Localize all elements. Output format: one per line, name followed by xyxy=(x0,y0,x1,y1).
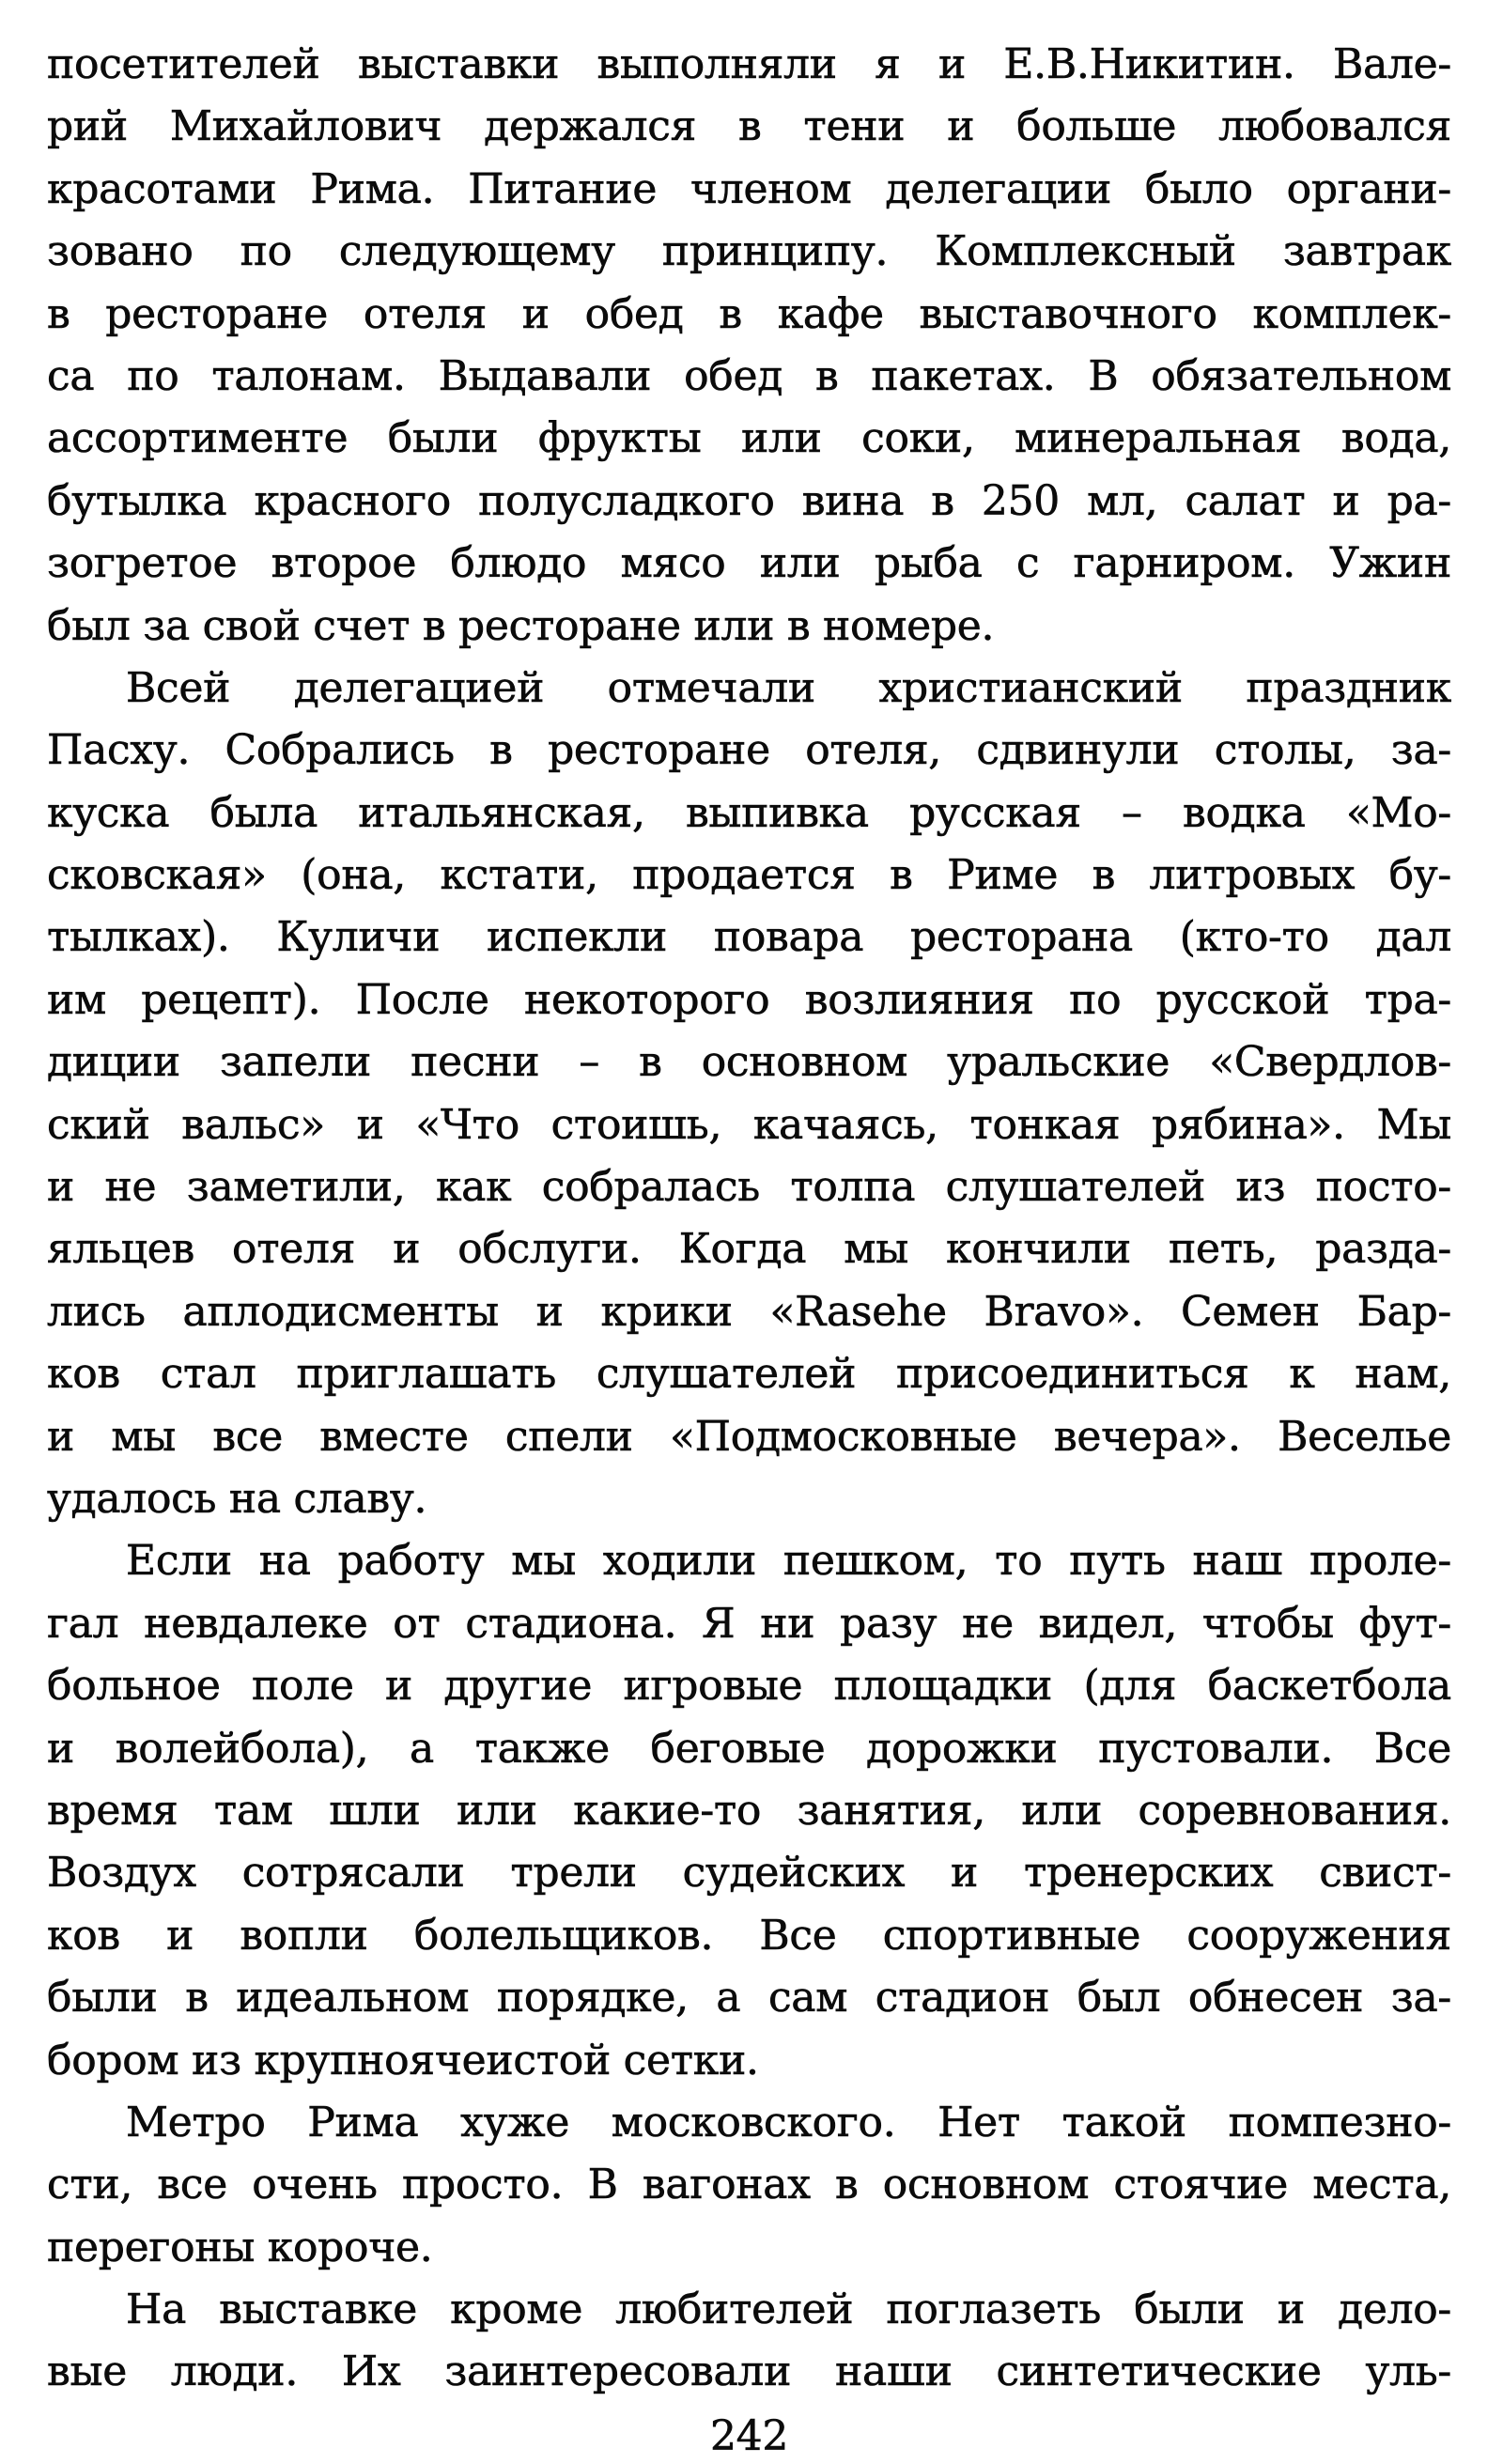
text-line: им рецепт). После некоторого возлияния по русской тра- xyxy=(47,975,1451,1024)
text-line: был за свой счет в ресторане или в номере. xyxy=(47,601,995,650)
text-line: и не заметили, как собралась толпа слушателей из посто- xyxy=(47,1163,1451,1212)
text-line: яльцев отеля и обслуги. Когда мы кончили петь, разда- xyxy=(47,1225,1451,1274)
text-line: На выставке кроме любителей поглазеть были и дело- xyxy=(126,2286,1451,2334)
text-line: лись аплодисменты и крики «Rasehe Bravo». Семен Бар- xyxy=(47,1287,1451,1336)
text-line: Воздух сотрясали трели судейских и тренерских свист- xyxy=(47,1849,1451,1898)
text-line: рий Михайлович держался в тени и больше любовался xyxy=(47,102,1451,151)
text-line: в ресторане отеля и обед в кафе выставочного комплек- xyxy=(47,289,1451,338)
text-line: са по талонам. Выдавали обед в пакетах. В обязательном xyxy=(47,351,1451,400)
text-line: больное поле и другие игровые площадки (для баскетбола xyxy=(47,1662,1451,1711)
page-number: 242 xyxy=(709,2411,789,2460)
text-line: куска была итальянская, выпивка русская – водка «Мо- xyxy=(47,788,1451,837)
text-line: сковская» (она, кстати, продается в Риме в литровых бу- xyxy=(47,851,1451,900)
text-line: перегоны короче. xyxy=(47,2223,433,2271)
text-line: гал невдалеке от стадиона. Я ни разу не видел, чтобы фут- xyxy=(47,1599,1451,1648)
text-line: и мы все вместе спели «Подмосковные вечера». Веселье xyxy=(47,1412,1451,1461)
text-line: посетителей выставки выполняли я и Е.В.Никитин. Вале- xyxy=(47,40,1451,88)
text-line: Метро Рима хуже московского. Нет такой помпезно- xyxy=(126,2098,1451,2146)
text-line: вые люди. Их заинтересовали наши синтетические уль- xyxy=(47,2348,1451,2396)
text-line: время там шли или какие-то занятия, или соревнования. xyxy=(47,1786,1451,1835)
text-line: были в идеальном порядке, а сам стадион был обнесен за- xyxy=(47,1974,1451,2022)
text-line: Всей делегацией отмечали христианский праздник xyxy=(126,663,1451,712)
text-line: Если на работу мы ходили пешком, то путь наш проле- xyxy=(126,1537,1451,1586)
text-line: Пасху. Собрались в ресторане отеля, сдвинули столы, за- xyxy=(47,726,1451,775)
text-line: диции запели песни – в основном уральские «Свердлов- xyxy=(47,1038,1451,1087)
text-line: ассортименте были фрукты или соки, минеральная вода, xyxy=(47,414,1451,463)
text-line: тылках). Куличи испекли повара ресторана (кто-то дал xyxy=(47,913,1451,962)
text-line: сти, все очень просто. В вагонах в основном стоячие места, xyxy=(47,2161,1451,2209)
text-line: зогретое второе блюдо мясо или рыба с гарниром. Ужин xyxy=(47,539,1451,588)
text-line: бутылка красного полусладкого вина в 250 мл, салат и ра- xyxy=(47,476,1451,525)
text-line: ков и вопли болельщиков. Все спортивные сооружения xyxy=(47,1911,1451,1960)
text-line: зовано по следующему принципу. Комплексный завтрак xyxy=(47,227,1451,276)
text-line: удалось на славу. xyxy=(47,1474,427,1523)
text-line: и волейбола), а также беговые дорожки пустовали. Все xyxy=(47,1724,1451,1773)
text-line: ков стал приглашать слушателей присоединиться к нам, xyxy=(47,1350,1451,1399)
text-line: красотами Рима. Питание членом делегации было органи- xyxy=(47,164,1451,213)
text-line: ский вальс» и «Что стоишь, качаясь, тонкая рябина». Мы xyxy=(47,1100,1451,1149)
text-line: бором из крупноячеистой сетки. xyxy=(47,2036,759,2084)
